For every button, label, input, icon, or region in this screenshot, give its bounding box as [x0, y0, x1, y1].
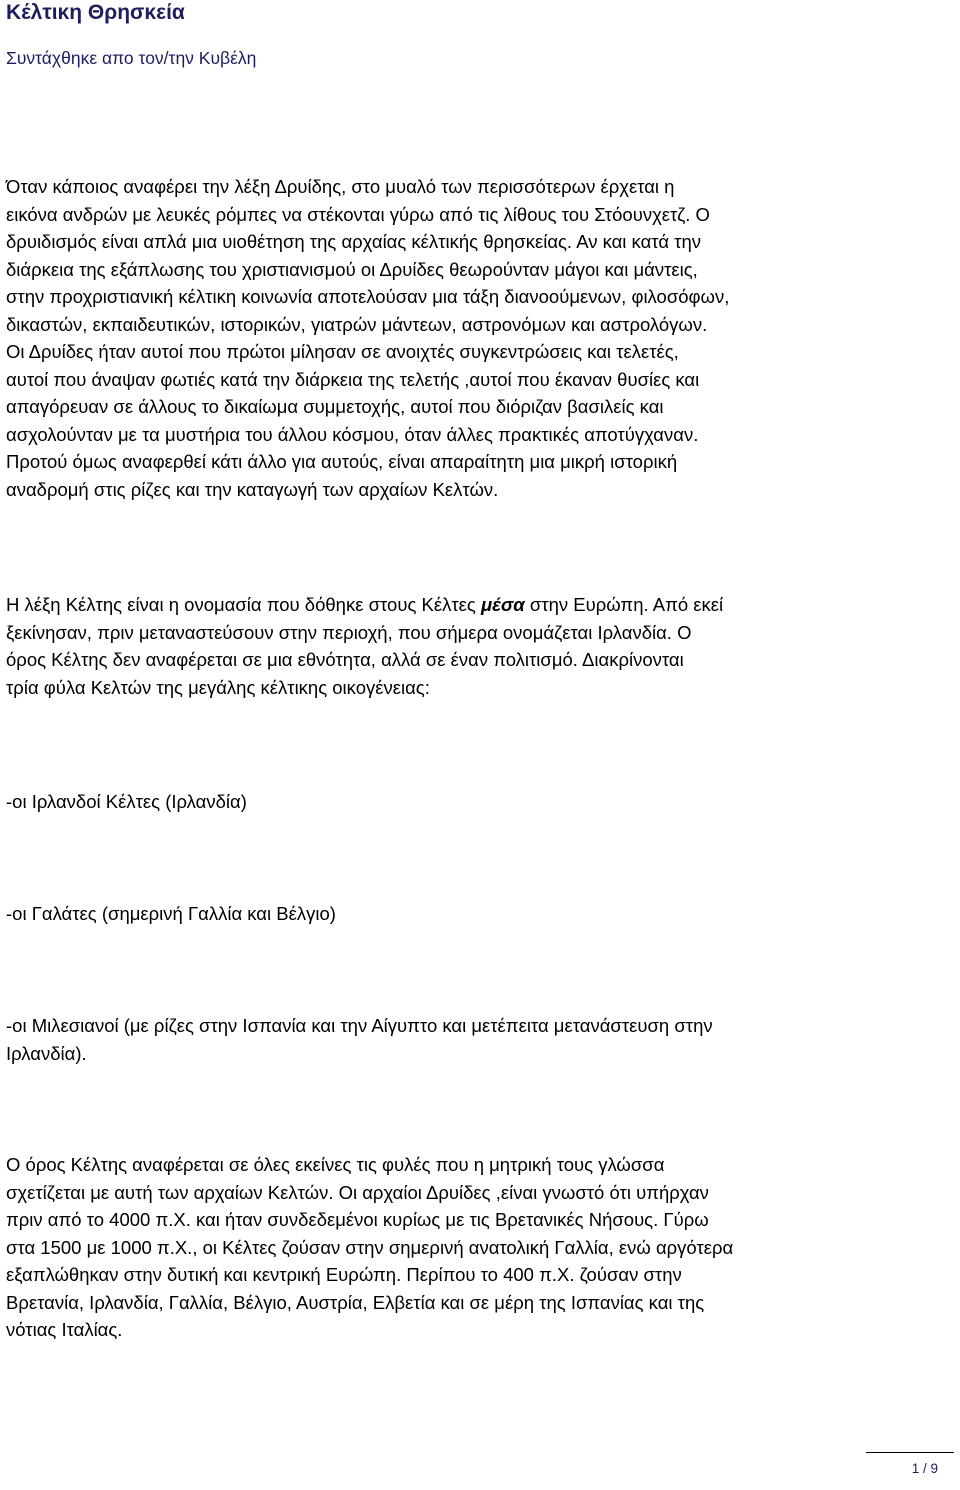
paragraph-text: στην Ευρώπη. Από εκεί ξεκίνησαν, πριν μεταναστεύσουν στην περιοχή, που σήμερα ονομάζεται Ιρλανδία. Ο όρος Κέλτης δεν αναφέρεται σε μια εθνότητα, αλλά σε έναν πολιτισμό. Διακρίνονται τρία φύλα Κελτών της μεγάλης κέλτικης οικογένειας: — [6, 594, 724, 698]
paragraph-celt-word — [6, 591, 954, 701]
page-number: 1 / 9 — [911, 1461, 938, 1476]
footer-divider — [866, 1452, 954, 1453]
page-title: Κέλτικη Θρησκεία — [6, 1, 185, 24]
paragraph-celt-term: Ο όρος Κέλτης αναφέρεται σε όλες εκείνες τις φυλές που η μητρική τους γλώσσα σχετίζεται με αυτή των αρχαίων Κελτών. Οι αρχαίοι Δρυίδες ,είναι γνωστό ότι υπήρχαν πριν από το 4000 π.Χ. και ήταν συνδεδεμένοι κυρίως με τις Βρετανικές Νήσους. Γύρω στα 1500 με 1000 π.Χ., οι Κέλτες ζούσαν στην σημερινή ανατολική Γαλλία, ενώ αργότερα εξαπλώθηκαν στην δυτική και κεντρική Ευρώπη. Περίπου το 400 π.Χ. ζούσαν στην Βρετανία, Ιρλανδία, Γαλλία, Βέλγιο, Αυστρία, Ελβετία και σε μέρη της Ισπανίας και της νότιας Ιταλίας. — [6, 1154, 734, 1340]
emphasis-text: μέσα — [480, 594, 525, 615]
list-item-gauls: -οι Γαλάτες (σημερινή Γαλλία και Βέλγιο) — [6, 903, 336, 924]
list-item-milesians: -οι Μιλεσιανοί (με ρίζες στην Ισπανία και την Αίγυπτο και μετέπειτα μετανάστευση στην Ιρλανδία). — [6, 1015, 713, 1064]
list-item-irish-celts: -οι Ιρλανδοί Κέλτες (Ιρλανδία) — [6, 791, 247, 812]
paragraph-druids: Όταν κάποιος αναφέρει την λέξη Δρυίδης, στο μυαλό των περισσότερων έρχεται η εικόνα ανδρών με λευκές ρόμπες να στέκονται γύρω από τις λίθους του Στόουνχετζ. Ο δρυιδισμός είναι απλά μια υιοθέτηση της αρχαίας κέλτικής θρησκείας. Αν και κατά την διάρκεια της εξάπλωσης του χριστιανισμού οι Δρυίδες θεωρούνταν μάγοι και μάντεις, στην προχριστιανική κέλτικη κοινωνία αποτελούσαν μια τάξη διανοούμενων, φιλοσόφων, δικαστών, εκπαιδευτικών, ιστορικών, γιατρών μάντεων, αστρονόμων και αστρολόγων. Οι Δρυίδες ήταν αυτοί που πρώτοι μίλησαν σε ανοιχτές συγκεντρώσεις και τελετές, αυτοί που άναψαν φωτιές κατά την διάρκεια της τελετής ,αυτοί που έκαναν θυσίες και απαγόρευαν σε άλλους το δικαίωμα συμμετοχής, αυτοί που διόριζαν βασιλείς και ασχολούνταν με τα μυστήρια του άλλου κόσμου, όταν άλλες πρακτικές αποτύγχαναν. Προτού όμως αναφερθεί κάτι άλλο για αυτούς, είναι απαραίτητη μια μικρή ιστορική αναδρομή στις ρίζες και την καταγωγή των αρχαίων Κελτών. — [6, 176, 730, 500]
paragraph-text: Η λέξη Κέλτης είναι η ονομασία που δόθηκε στους Κέλτες — [6, 594, 481, 615]
author-line: Συντάχθηκε απο τον/την Κυβέλη — [6, 48, 257, 68]
